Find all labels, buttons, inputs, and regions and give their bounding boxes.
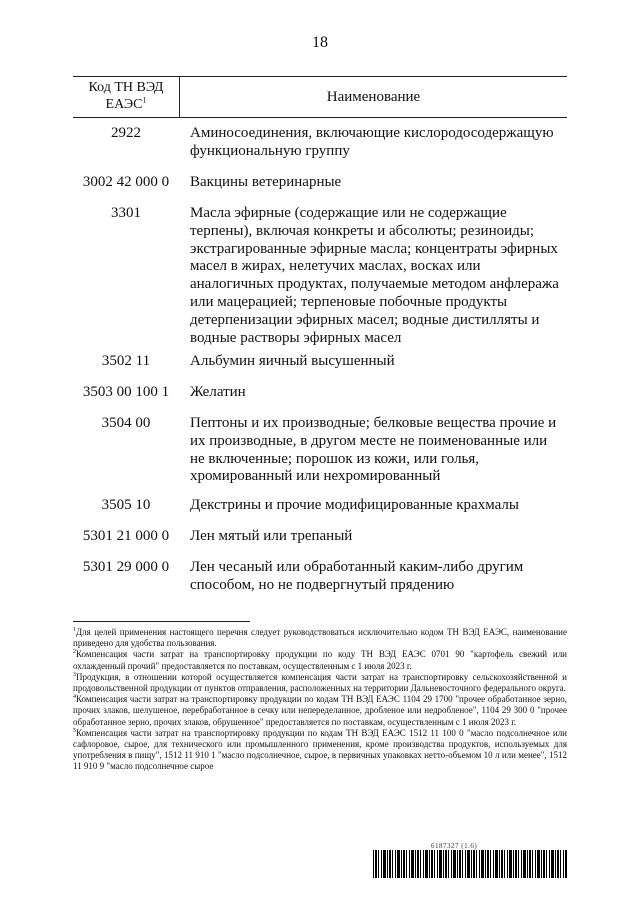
code-column-header (73, 77, 180, 117)
row-name: Декстрины и прочие модифицированные крахмалы (190, 497, 519, 513)
name-column-header: Наименование (326, 89, 421, 105)
footnote-number: 5 (73, 727, 76, 734)
footnote (73, 728, 567, 773)
row-name: Пептоны и их производные; белковые вещества прочие и их производные, в другом месте не поименованные или не включенные; порошок из кожи, или голья, хромированный или нехромированный (190, 415, 557, 485)
code-column-header-label: Код ТН ВЭД ЕАЭС (88, 80, 164, 112)
document-stamp: 6187327 (1.6) (431, 842, 478, 850)
row-code: 3503 00 100 1 (82, 384, 170, 400)
page-number: 18 (312, 34, 328, 51)
row-code: 5301 21 000 0 (82, 528, 170, 544)
row-name: Желатин (190, 384, 246, 400)
footnote-ref: 1 (142, 95, 147, 105)
row-code: 3504 00 (101, 415, 151, 431)
footnote-number: 2 (73, 649, 76, 656)
footnote-number: 4 (73, 694, 76, 701)
row-code: 3301 (111, 205, 141, 221)
footnote (73, 694, 567, 728)
footnote-text: Компенсация части затрат на транспортировку продукции по коду ТН ВЭД ЕАЭС 0701 90 "картофель свежий или охлажденный прочий" предоставляется по поставкам, осуществленным с 1 июля 2023 г. (73, 649, 567, 671)
footnote-text: Продукция, в отношении которой осуществляется компенсация части затрат на транспортировку сельскохозяйственной и продовольственной продукции от пунктов отправления, расположенных на территории Дальневосточного федерального округа. (73, 671, 567, 694)
row-code: 3505 10 (101, 497, 151, 513)
footnote-divider (73, 621, 250, 622)
footnote-text: Компенсация части затрат на транспортировку продукции по кодам ТН ВЭД ЕАЭС 1512 11 100 0 "масло подсолнечное или сафлоровое, сырое, для технического или промышленного применения, кроме производства продуктов, используемых для употребления в пищу", 1512 11 910 1 "масло подсолнечное, сырое, в первичных упаковках нетто-объемом 10 л или менее", 1512 11 910 9 "масло подсолнечное сырое (73, 727, 567, 772)
row-code: 2922 (111, 125, 141, 141)
footnote (73, 649, 567, 671)
footnotes (73, 627, 567, 773)
footnote-text: Для целей применения настоящего перечня следует руководствоваться исключительно кодом ТН ВЭД ЕАЭС, наименование приведено для удобства пользования. (73, 627, 567, 649)
row-code: 3502 11 (101, 353, 151, 369)
footnote-number: 3 (73, 671, 76, 678)
footnote-number: 1 (73, 627, 76, 633)
footnote-text: Компенсация части затрат на транспортировку продукции по кодам ТН ВЭД ЕАЭС 1104 29 1700 "прочее обработанное зерно, прочих злаков, шелушеное, перебработанное в сечку или непеределанное, дробленое или недробленое", 1104 29 300 0 "прочее обработанное зерно, прочих злаков, обрушенное" предоставляется по поставкам, осуществленным с 1 июля 2023 г. (73, 694, 567, 727)
row-name: Лен мятый или трепаный (190, 528, 353, 544)
row-code: 5301 29 000 0 (82, 559, 170, 575)
row-name: Масла эфирные (содержащие или не содержащие терпены), включая конкреты и абсолюты; резиноиды; экстрагированные эфирные масла; концентраты эфирных масел в жирах, нелетучих маслах, восках или аналогичных продуктах, получаемые методом анфлеража или мацерацией; терпеновые побочные продукты детерпенизации эфирных масел; водные дистилляты и водные растворы эфирных масел (190, 205, 559, 346)
row-name: Аминосоединения, включающие кислородосодержащую функциональную группу (190, 125, 554, 159)
row-name: Альбумин яичный высушенный (190, 353, 395, 369)
footnote (73, 627, 567, 649)
row-name: Вакцины ветеринарные (190, 174, 342, 190)
row-code: 3002 42 000 0 (82, 174, 170, 190)
footnote (73, 672, 567, 694)
row-name: Лен чесаный или обработанный каким-либо другим способом, но не подвергнутый прядению (190, 559, 524, 593)
barcode (373, 850, 567, 878)
table-header (73, 76, 567, 118)
